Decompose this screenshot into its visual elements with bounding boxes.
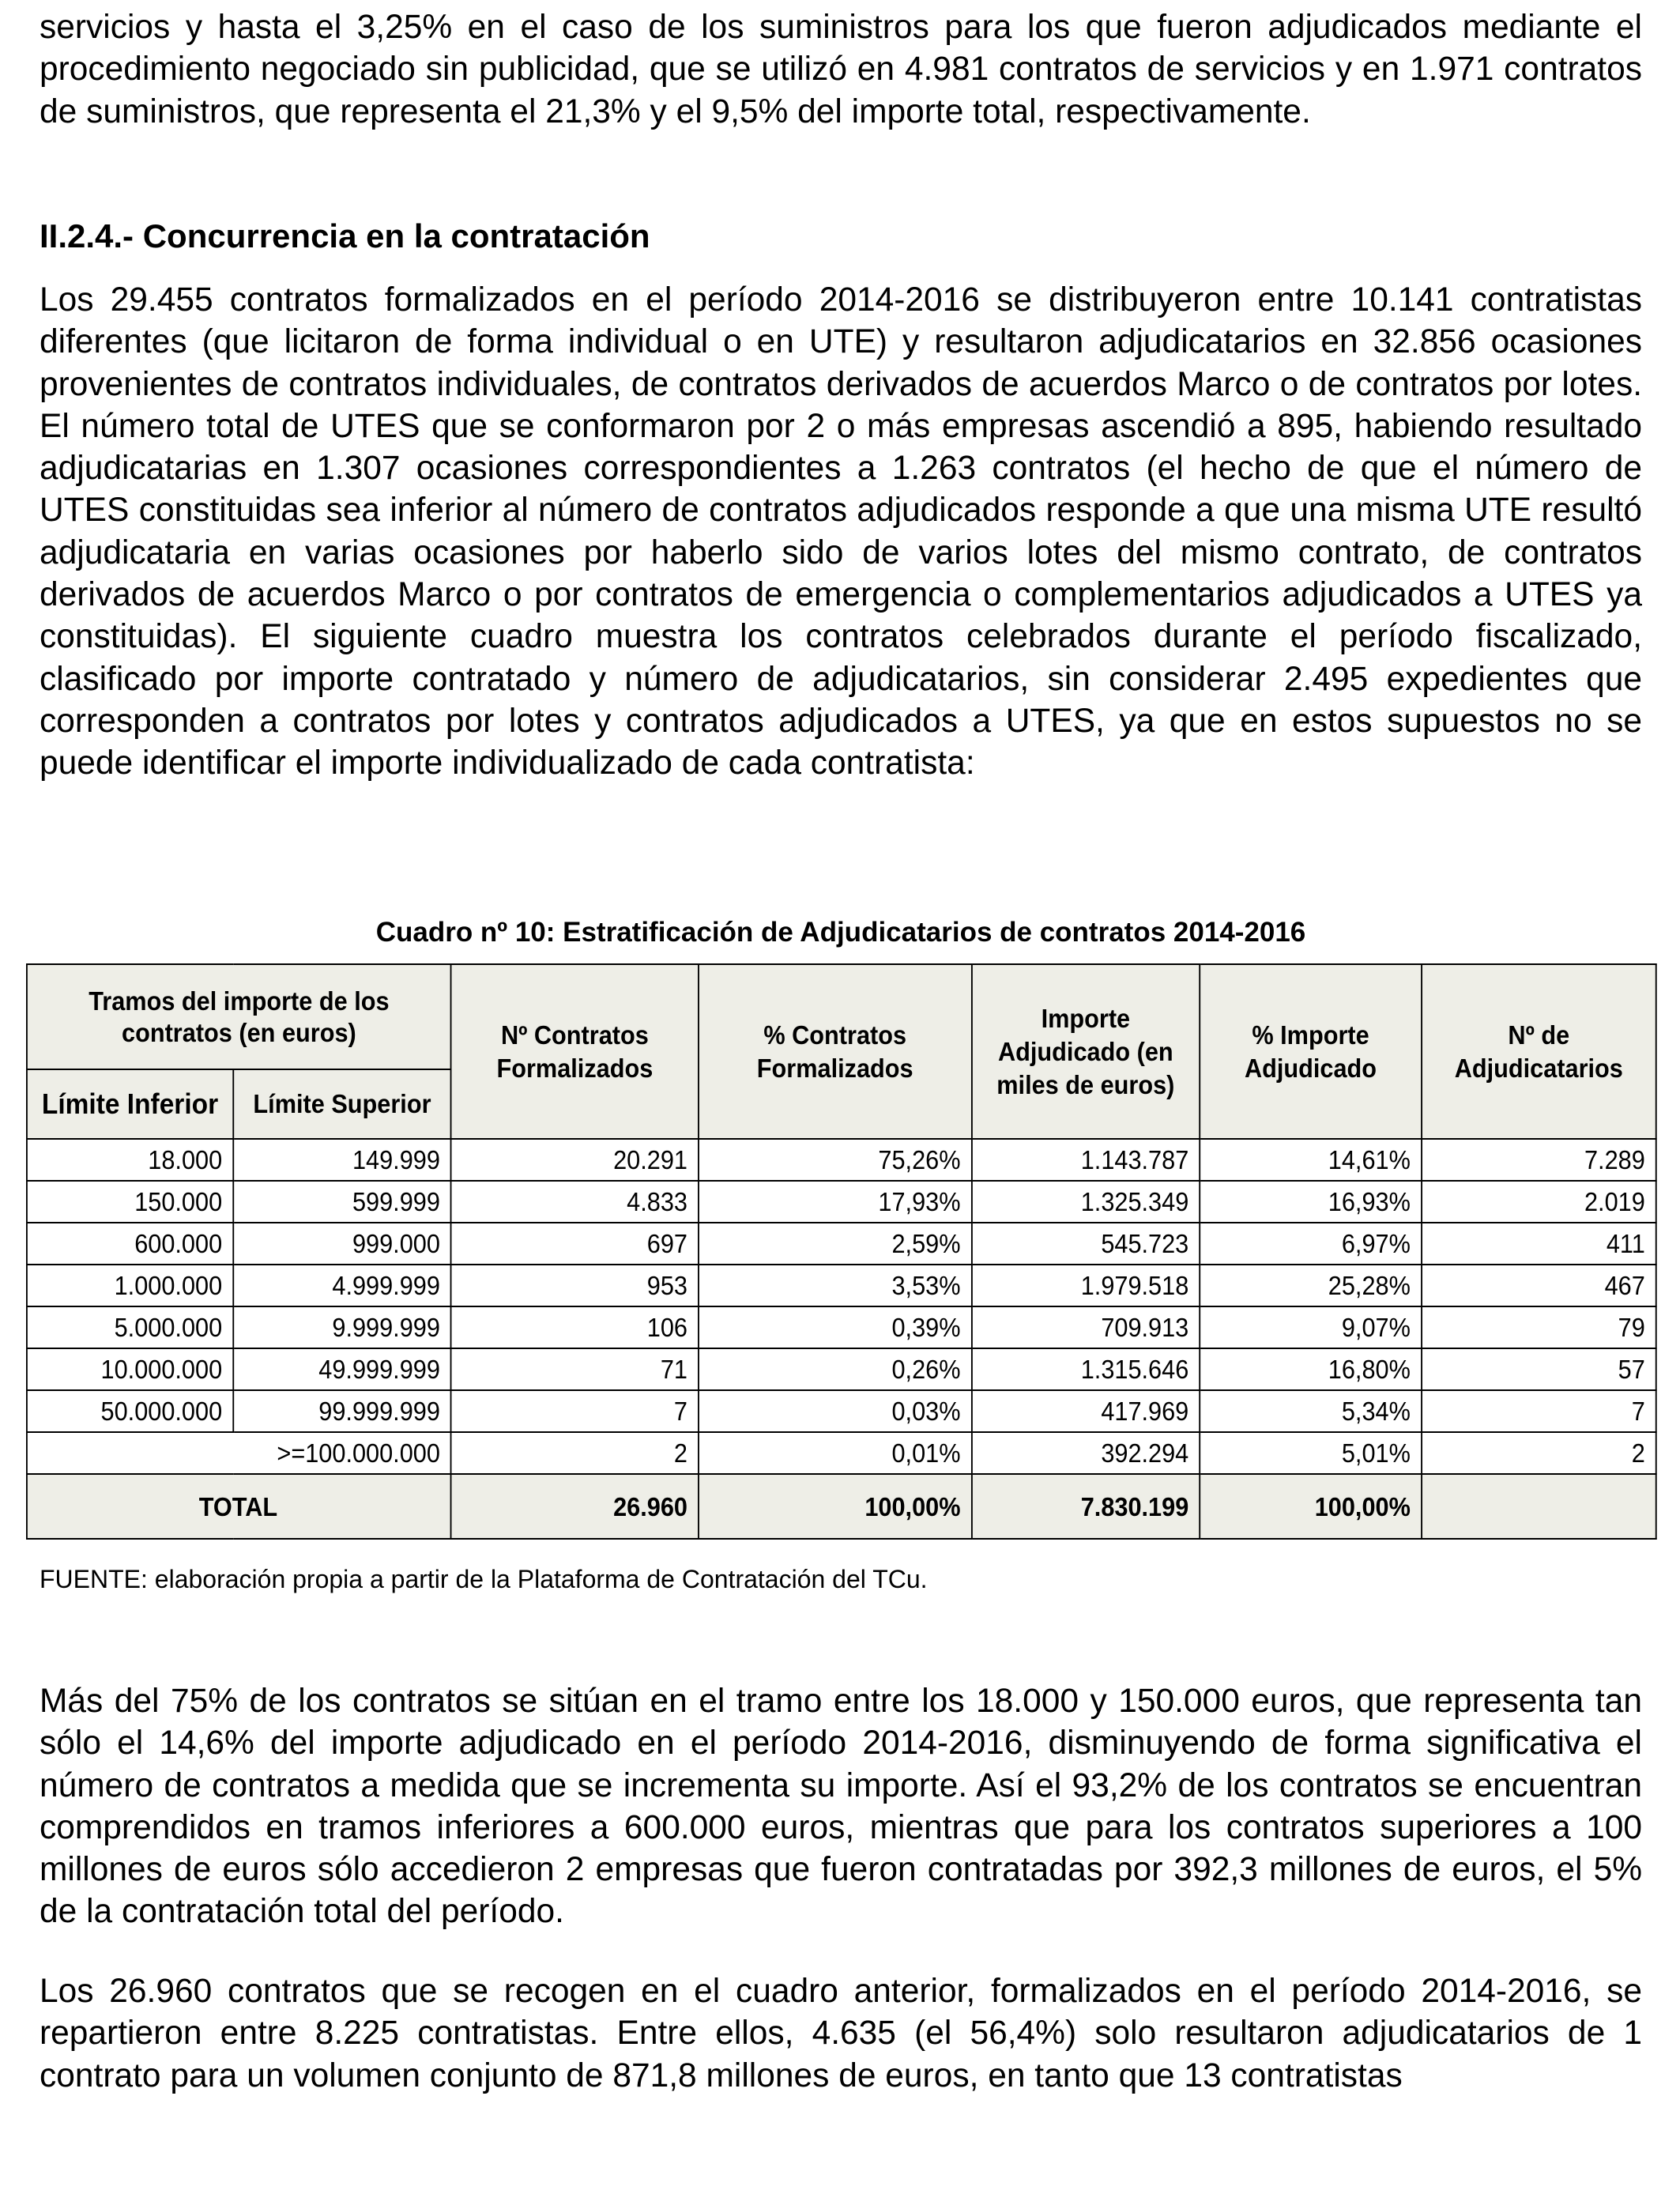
stratification-table bbox=[26, 963, 1657, 1540]
total-pct-importe: 100,00% bbox=[1200, 1474, 1422, 1539]
cell-pct-importe: 6,97% bbox=[1200, 1223, 1422, 1265]
cell-limite-superior: 599.999 bbox=[233, 1181, 451, 1223]
cell-limite-inferior: 10.000.000 bbox=[27, 1348, 233, 1390]
total-importe: 7.830.199 bbox=[971, 1474, 1200, 1539]
cell-importe: 1.979.518 bbox=[971, 1265, 1200, 1306]
cell-importe: 417.969 bbox=[971, 1390, 1200, 1432]
cell-pct-contratos: 75,26% bbox=[699, 1139, 972, 1181]
cell-pct-contratos: 2,59% bbox=[699, 1223, 972, 1265]
cell-limite-superior: >=100.000.000 bbox=[27, 1432, 451, 1474]
cell-adjudicatarios: 467 bbox=[1422, 1265, 1656, 1306]
cell-pct-importe: 16,80% bbox=[1200, 1348, 1422, 1390]
cell-importe: 392.294 bbox=[971, 1432, 1200, 1474]
total-pct-contratos: 100,00% bbox=[699, 1474, 972, 1539]
cell-limite-inferior: 50.000.000 bbox=[27, 1390, 233, 1432]
cell-importe: 1.315.646 bbox=[971, 1348, 1200, 1390]
cell-adjudicatarios: 57 bbox=[1422, 1348, 1656, 1390]
table-caption: Cuadro nº 10: Estratificación de Adjudicatarios de contratos 2014-2016 bbox=[375, 917, 1306, 948]
cell-limite-superior: 4.999.999 bbox=[233, 1265, 451, 1306]
cell-adjudicatarios: 2.019 bbox=[1422, 1181, 1656, 1223]
cell-limite-inferior: 5.000.000 bbox=[27, 1306, 233, 1348]
cell-n-contratos: 953 bbox=[451, 1265, 699, 1306]
cell-pct-contratos: 0,26% bbox=[699, 1348, 972, 1390]
cell-pct-contratos: 0,01% bbox=[699, 1432, 972, 1474]
table-row bbox=[27, 1265, 1656, 1306]
cell-n-contratos: 4.833 bbox=[451, 1181, 699, 1223]
cell-limite-inferior: 18.000 bbox=[27, 1139, 233, 1181]
cell-n-contratos: 20.291 bbox=[451, 1139, 699, 1181]
table-row bbox=[27, 1432, 1656, 1474]
table-row bbox=[27, 1223, 1656, 1265]
header-limite-superior: Límite Superior bbox=[233, 1069, 451, 1139]
cell-importe: 545.723 bbox=[971, 1223, 1200, 1265]
total-label: TOTAL bbox=[27, 1474, 451, 1539]
cell-adjudicatarios: 79 bbox=[1422, 1306, 1656, 1348]
cell-n-contratos: 106 bbox=[451, 1306, 699, 1348]
cell-limite-inferior: 600.000 bbox=[27, 1223, 233, 1265]
cell-limite-superior: 49.999.999 bbox=[233, 1348, 451, 1390]
cell-pct-importe: 14,61% bbox=[1200, 1139, 1422, 1181]
header-n-contratos: Nº Contratos Formalizados bbox=[451, 964, 699, 1139]
paragraph: servicios y hasta el 3,25% en el caso de los suministros para los que fueron adjudicados mediante el procedimiento negociado sin publicidad, que se utilizó en 4.981 contratos de servicios y en 1.971 contratos de suministros, que representa el 21,3% y el 9,5% del importe total, respectivamente. bbox=[40, 9, 1642, 130]
header-tramos: Tramos del importe de los contratos (en euros) bbox=[27, 964, 451, 1069]
cell-pct-importe: 9,07% bbox=[1200, 1306, 1422, 1348]
table-row bbox=[27, 1306, 1656, 1348]
cell-limite-inferior: 1.000.000 bbox=[27, 1265, 233, 1306]
table-row bbox=[27, 1348, 1656, 1390]
cell-pct-contratos: 17,93% bbox=[699, 1181, 972, 1223]
paragraph: Más del 75% de los contratos se sitúan en el tramo entre los 18.000 y 150.000 euros, que representa tan sólo el 14,6% del importe adjudicado en el período 2014-2016, disminuyendo de forma significativa el número de contratos a medida que se incrementa su importe. Así el 93,2% de los contratos se encuentran comprendidos en tramos inferiores a 600.000 euros, mientras que para los contratos superiores a 100 millones de euros sólo accedieron 2 empresas que fueron contratadas por 392,3 millones de euros, el 5% de la contratación total del período. bbox=[40, 1683, 1642, 1931]
cell-importe: 1.325.349 bbox=[971, 1181, 1200, 1223]
table-row bbox=[27, 1390, 1656, 1432]
table-source-note: FUENTE: elaboración propia a partir de la Plataforma de Contratación del TCu. bbox=[40, 1565, 928, 1593]
header-n-adjudicatarios: Nº de Adjudicatarios bbox=[1422, 964, 1656, 1139]
cell-adjudicatarios: 411 bbox=[1422, 1223, 1656, 1265]
cell-n-contratos: 7 bbox=[451, 1390, 699, 1432]
cell-n-contratos: 697 bbox=[451, 1223, 699, 1265]
cell-limite-superior: 9.999.999 bbox=[233, 1306, 451, 1348]
total-n-contratos: 26.960 bbox=[451, 1474, 699, 1539]
header-pct-importe: % Importe Adjudicado bbox=[1200, 964, 1422, 1139]
cell-limite-superior: 99.999.999 bbox=[233, 1390, 451, 1432]
cell-pct-importe: 25,28% bbox=[1200, 1265, 1422, 1306]
cell-adjudicatarios: 7.289 bbox=[1422, 1139, 1656, 1181]
header-pct-contratos: % Contratos Formalizados bbox=[699, 964, 972, 1139]
table-container bbox=[26, 963, 1657, 1540]
paragraph: Los 29.455 contratos formalizados en el período 2014-2016 se distribuyeron entre 10.141 contratistas diferentes (que licitaron de forma individual o en UTE) y resultaron adjudicatarios en 32.856 ocasiones provenientes de contratos individuales, de contratos derivados de acuerdos Marco o de contratos por lotes. El número total de UTES que se conformaron por 2 o más empresas ascendió a 895, habiendo resultado adjudicatarias en 1.307 ocasiones correspondientes a 1.263 contratos (el hecho de que el número de UTES constituidas sea inferior al número de contratos adjudicados responde a que una misma UTE resultó adjudicataria en varias ocasiones por haberlo sido de varios lotes del mismo contrato, de contratos derivados de acuerdos Marco o por contratos de emergencia o complementarios adjudicados a UTES ya constituidas). El siguiente cuadro muestra los contratos celebrados durante el período fiscalizado, clasificado por importe contratado y número de adjudicatarios, sin considerar 2.495 expedientes que corresponden a contratos por lotes y contratos adjudicados a UTES, ya que en estos supuestos no se puede identificar el importe individualizado de cada contratista: bbox=[40, 281, 1642, 782]
header-importe: Importe Adjudicado (en miles de euros) bbox=[971, 964, 1200, 1139]
table-total-row bbox=[27, 1474, 1656, 1539]
cell-limite-inferior: 150.000 bbox=[27, 1181, 233, 1223]
cell-n-contratos: 2 bbox=[451, 1432, 699, 1474]
cell-pct-importe: 16,93% bbox=[1200, 1181, 1422, 1223]
cell-importe: 1.143.787 bbox=[971, 1139, 1200, 1181]
header-limite-inferior: Límite Inferior bbox=[27, 1069, 233, 1139]
cell-pct-contratos: 0,03% bbox=[699, 1390, 972, 1432]
table-row bbox=[27, 1181, 1656, 1223]
cell-limite-superior: 149.999 bbox=[233, 1139, 451, 1181]
cell-adjudicatarios: 7 bbox=[1422, 1390, 1656, 1432]
cell-pct-contratos: 3,53% bbox=[699, 1265, 972, 1306]
table-row bbox=[27, 1139, 1656, 1181]
cell-pct-importe: 5,34% bbox=[1200, 1390, 1422, 1432]
cell-importe: 709.913 bbox=[971, 1306, 1200, 1348]
cell-pct-contratos: 0,39% bbox=[699, 1306, 972, 1348]
section-heading: II.2.4.- Concurrencia en la contratación bbox=[40, 217, 650, 254]
paragraph: Los 26.960 contratos que se recogen en el cuadro anterior, formalizados en el período 2014-2016, se repartieron entre 8.225 contratistas. Entre ellos, 4.635 (el 56,4%) solo resultaron adjudicatarios de 1 contrato para un volumen conjunto de 871,8 millones de euros, en tanto que 13 contratistas bbox=[40, 1973, 1642, 2094]
cell-n-contratos: 71 bbox=[451, 1348, 699, 1390]
cell-limite-superior: 999.000 bbox=[233, 1223, 451, 1265]
cell-pct-importe: 5,01% bbox=[1200, 1432, 1422, 1474]
cell-adjudicatarios: 2 bbox=[1422, 1432, 1656, 1474]
total-adjudicatarios bbox=[1422, 1474, 1656, 1539]
